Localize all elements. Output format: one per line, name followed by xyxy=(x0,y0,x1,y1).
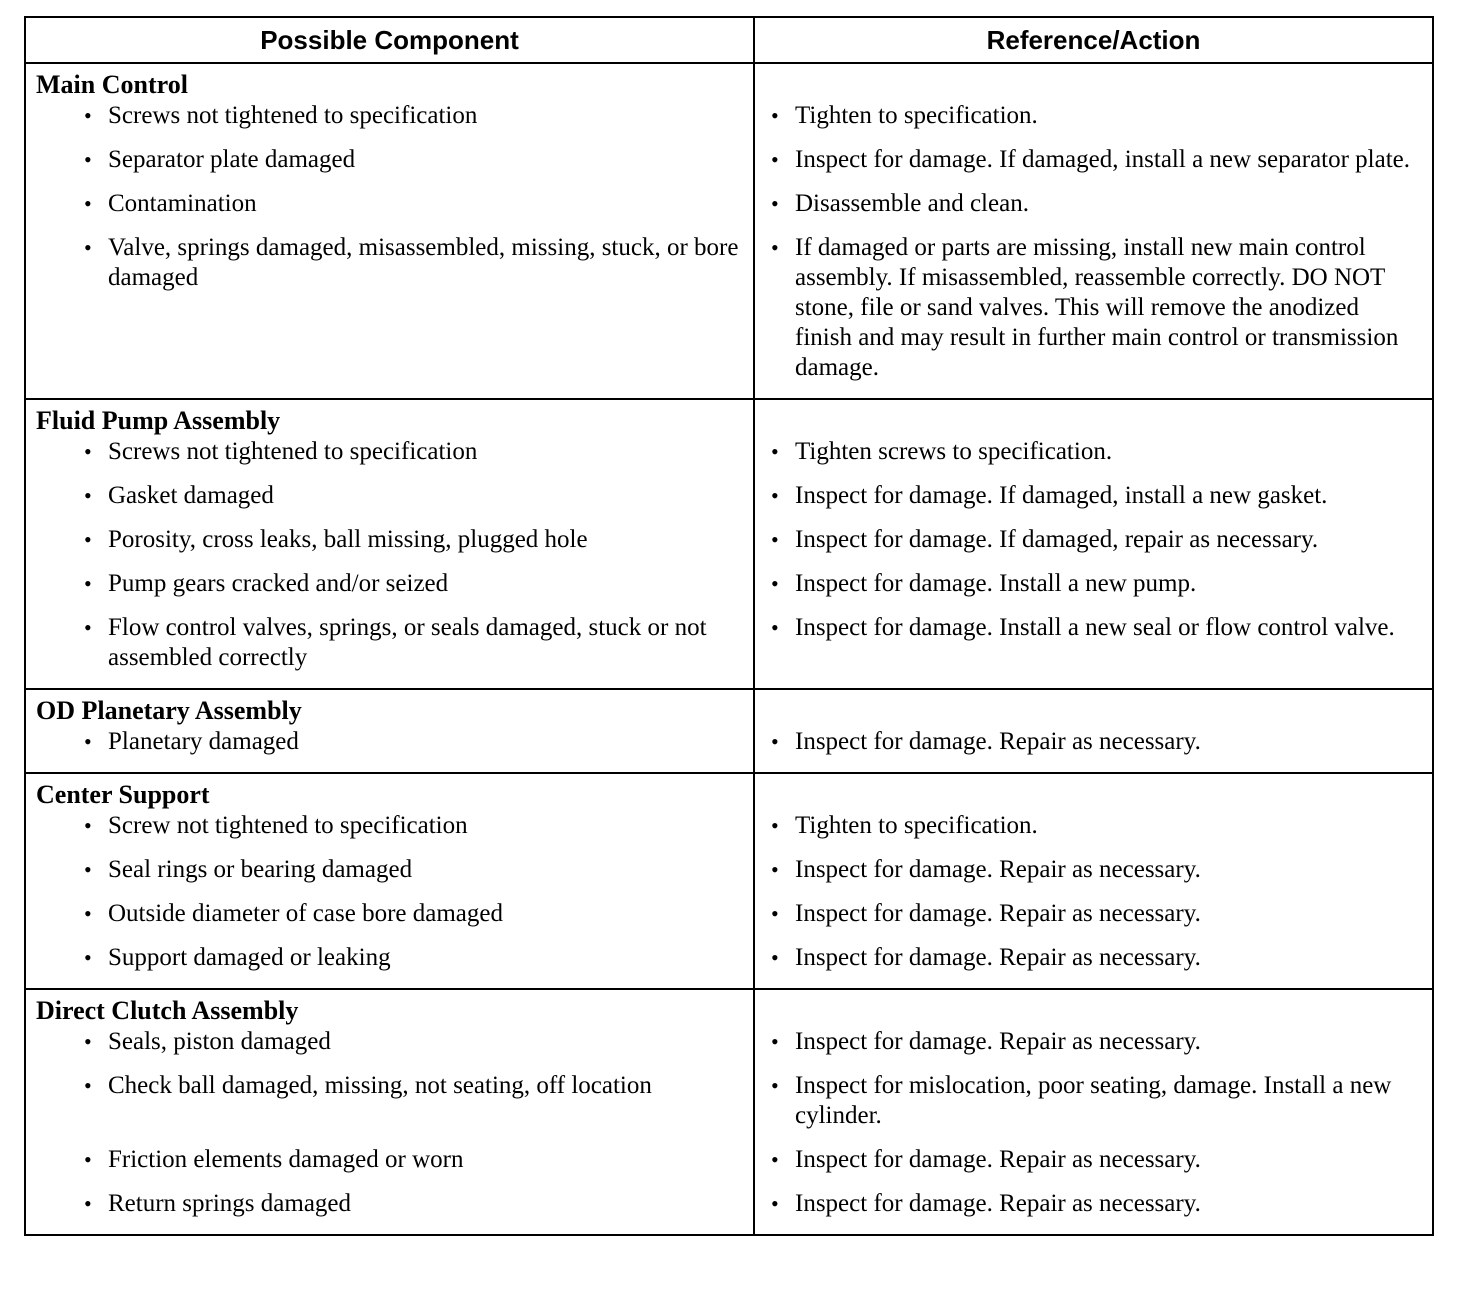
component-cell xyxy=(26,562,755,606)
table-row xyxy=(26,562,1432,606)
section-title-spacer xyxy=(755,690,1432,720)
section-title-spacer xyxy=(755,990,1432,1020)
gap-right xyxy=(755,980,1432,988)
bullet-icon: • xyxy=(84,615,92,640)
action-text: Inspect for damage. Repair as necessary. xyxy=(795,900,1201,927)
component-cell xyxy=(26,1138,755,1182)
action-text: Inspect for damage. If damaged, repair as necessary. xyxy=(795,526,1319,553)
component-cell xyxy=(26,430,755,474)
action-cell xyxy=(755,518,1432,562)
component-text: Separator plate damaged xyxy=(108,146,356,173)
action-text: Inspect for damage. Install a new pump. xyxy=(795,570,1197,597)
bullet-icon: • xyxy=(84,147,92,172)
bullet-icon: • xyxy=(84,1147,92,1172)
table-row xyxy=(26,1182,1432,1226)
bullet-icon: • xyxy=(771,729,779,754)
component-text: Flow control valves, springs, or seals damaged, stuck or not assembled correctly xyxy=(108,614,707,671)
section-bottom-gap xyxy=(26,764,1432,772)
action-cell xyxy=(755,138,1432,182)
component-text: Support damaged or leaking xyxy=(108,944,391,971)
component-text: Check ball damaged, missing, not seating, off location xyxy=(108,1072,652,1099)
component-cell xyxy=(26,226,755,390)
bullet-icon: • xyxy=(771,483,779,508)
action-text: Tighten screws to specification. xyxy=(795,438,1113,465)
action-text: Inspect for damage. Repair as necessary. xyxy=(795,1190,1201,1217)
section xyxy=(26,688,1432,772)
section-title: Direct Clutch Assembly xyxy=(26,990,755,1020)
gap-right xyxy=(755,1226,1432,1234)
component-cell xyxy=(26,892,755,936)
bullet-icon: • xyxy=(771,1073,779,1098)
table-body xyxy=(26,64,1432,1234)
bullet-icon: • xyxy=(771,1029,779,1054)
action-text: Inspect for mislocation, poor seating, damage. Install a new cylinder. xyxy=(795,1072,1392,1129)
component-text: Screws not tightened to specification xyxy=(108,438,478,465)
section xyxy=(26,398,1432,688)
component-text: Planetary damaged xyxy=(108,728,299,755)
action-cell xyxy=(755,1064,1432,1138)
action-cell xyxy=(755,720,1432,764)
bullet-icon: • xyxy=(84,901,92,926)
table-row xyxy=(26,430,1432,474)
action-text: Inspect for damage. Repair as necessary. xyxy=(795,1028,1201,1055)
bullet-icon: • xyxy=(771,1191,779,1216)
bullet-icon: • xyxy=(84,729,92,754)
action-text: If damaged or parts are missing, install new main control assembly. If misassembled, reassemble correctly. DO NOT stone, file or sand valves. This will remove the anodized finish and may result in further main control or transmission damage. xyxy=(795,234,1399,381)
section-title: OD Planetary Assembly xyxy=(26,690,755,720)
component-text: Outside diameter of case bore damaged xyxy=(108,900,503,927)
bullet-icon: • xyxy=(771,147,779,172)
table-row xyxy=(26,518,1432,562)
component-text: Screw not tightened to specification xyxy=(108,812,468,839)
table-header xyxy=(26,18,1432,64)
action-cell xyxy=(755,936,1432,980)
section-title-spacer xyxy=(755,400,1432,430)
action-cell xyxy=(755,1020,1432,1064)
component-cell xyxy=(26,848,755,892)
bullet-icon: • xyxy=(84,1029,92,1054)
action-cell xyxy=(755,226,1432,390)
action-text: Inspect for damage. Repair as necessary. xyxy=(795,1146,1201,1173)
component-text: Friction elements damaged or worn xyxy=(108,1146,464,1173)
action-cell xyxy=(755,606,1432,680)
section-title-spacer xyxy=(755,774,1432,804)
component-text: Return springs damaged xyxy=(108,1190,352,1217)
action-cell xyxy=(755,182,1432,226)
component-text: Valve, springs damaged, misassembled, missing, stuck, or bore damaged xyxy=(108,234,739,291)
table-row xyxy=(26,1064,1432,1138)
bullet-icon: • xyxy=(771,1147,779,1172)
bullet-icon: • xyxy=(84,813,92,838)
table-row xyxy=(26,474,1432,518)
gap-left xyxy=(26,390,755,398)
section-title-row xyxy=(26,990,1432,1025)
component-cell xyxy=(26,1064,755,1138)
action-text: Inspect for damage. If damaged, install a new separator plate. xyxy=(795,146,1411,173)
section-title-row xyxy=(26,64,1432,99)
component-cell xyxy=(26,182,755,226)
table-row xyxy=(26,138,1432,182)
section-title: Center Support xyxy=(26,774,755,804)
component-text: Seal rings or bearing damaged xyxy=(108,856,413,883)
action-cell xyxy=(755,1182,1432,1226)
action-text: Inspect for damage. Repair as necessary. xyxy=(795,728,1201,755)
component-cell xyxy=(26,606,755,680)
bullet-icon: • xyxy=(771,439,779,464)
component-text: Gasket damaged xyxy=(108,482,274,509)
diagnosis-table xyxy=(24,16,1434,1236)
section xyxy=(26,772,1432,988)
gap-right xyxy=(755,764,1432,772)
section-title-row xyxy=(26,400,1432,435)
action-text: Inspect for damage. If damaged, install a new gasket. xyxy=(795,482,1328,509)
gap-left xyxy=(26,980,755,988)
section xyxy=(26,988,1432,1234)
bullet-icon: • xyxy=(771,901,779,926)
component-text: Seals, piston damaged xyxy=(108,1028,331,1055)
table-row xyxy=(26,94,1432,138)
action-cell xyxy=(755,848,1432,892)
section-title: Main Control xyxy=(26,64,755,94)
component-text: Screws not tightened to specification xyxy=(108,102,478,129)
component-cell xyxy=(26,138,755,182)
bullet-icon: • xyxy=(771,813,779,838)
table-row xyxy=(26,848,1432,892)
action-text: Inspect for damage. Install a new seal or flow control valve. xyxy=(795,614,1395,641)
section-bottom-gap xyxy=(26,1226,1432,1234)
bullet-icon: • xyxy=(771,857,779,882)
action-cell xyxy=(755,1138,1432,1182)
bullet-icon: • xyxy=(84,571,92,596)
action-cell xyxy=(755,430,1432,474)
component-cell xyxy=(26,936,755,980)
table-row xyxy=(26,720,1432,764)
gap-left xyxy=(26,764,755,772)
section-title: Fluid Pump Assembly xyxy=(26,400,755,430)
action-text: Tighten to specification. xyxy=(795,102,1038,129)
table-row xyxy=(26,1138,1432,1182)
bullet-icon: • xyxy=(84,1073,92,1098)
component-cell xyxy=(26,94,755,138)
table-row xyxy=(26,892,1432,936)
component-cell xyxy=(26,1020,755,1064)
component-text: Pump gears cracked and/or seized xyxy=(108,570,449,597)
component-cell xyxy=(26,474,755,518)
action-text: Disassemble and clean. xyxy=(795,190,1029,217)
section-title-row xyxy=(26,690,1432,725)
component-text: Contamination xyxy=(108,190,257,217)
bullet-icon: • xyxy=(84,857,92,882)
section xyxy=(26,64,1432,398)
table-row xyxy=(26,606,1432,680)
action-cell xyxy=(755,474,1432,518)
bullet-icon: • xyxy=(84,483,92,508)
component-cell xyxy=(26,518,755,562)
bullet-icon: • xyxy=(84,191,92,216)
action-cell xyxy=(755,804,1432,848)
table-row xyxy=(26,804,1432,848)
bullet-icon: • xyxy=(84,527,92,552)
section-bottom-gap xyxy=(26,390,1432,398)
gap-right xyxy=(755,680,1432,688)
action-text: Inspect for damage. Repair as necessary. xyxy=(795,944,1201,971)
bullet-icon: • xyxy=(771,103,779,128)
section-bottom-gap xyxy=(26,680,1432,688)
bullet-icon: • xyxy=(771,235,779,260)
bullet-icon: • xyxy=(771,945,779,970)
action-text: Inspect for damage. Repair as necessary. xyxy=(795,856,1201,883)
bullet-icon: • xyxy=(84,103,92,128)
component-cell xyxy=(26,804,755,848)
section-bottom-gap xyxy=(26,980,1432,988)
action-cell xyxy=(755,892,1432,936)
action-text: Tighten to specification. xyxy=(795,812,1038,839)
bullet-icon: • xyxy=(84,945,92,970)
section-title-row xyxy=(26,774,1432,809)
bullet-icon: • xyxy=(84,1191,92,1216)
section-title-spacer xyxy=(755,64,1432,94)
bullet-icon: • xyxy=(84,439,92,464)
bullet-icon: • xyxy=(771,615,779,640)
table-row xyxy=(26,182,1432,226)
bullet-icon: • xyxy=(84,235,92,260)
bullet-icon: • xyxy=(771,191,779,216)
table-row xyxy=(26,936,1432,980)
gap-left xyxy=(26,680,755,688)
component-cell xyxy=(26,1182,755,1226)
table-row xyxy=(26,226,1432,390)
component-cell xyxy=(26,720,755,764)
gap-left xyxy=(26,1226,755,1234)
action-cell xyxy=(755,562,1432,606)
bullet-icon: • xyxy=(771,527,779,552)
header-possible-component: Possible Component xyxy=(26,18,755,62)
table-row xyxy=(26,1020,1432,1064)
component-text: Porosity, cross leaks, ball missing, plugged hole xyxy=(108,526,588,553)
bullet-icon: • xyxy=(771,571,779,596)
header-reference-action: Reference/Action xyxy=(986,24,1201,55)
gap-right xyxy=(755,390,1432,398)
action-cell xyxy=(755,94,1432,138)
